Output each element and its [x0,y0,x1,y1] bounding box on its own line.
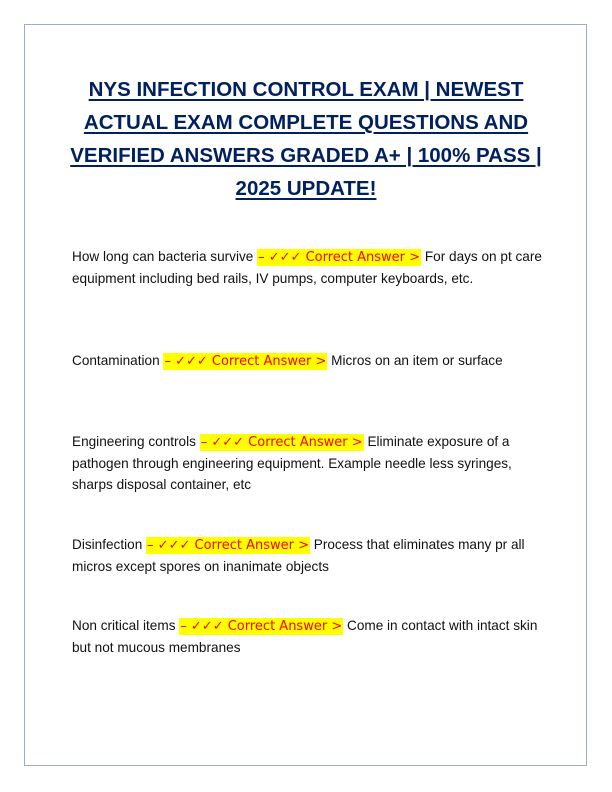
question-text: Contamination [72,353,160,368]
question-text: Disinfection [72,537,143,552]
qa-item [72,431,542,495]
qa-item [72,246,542,289]
qa-item [72,350,542,372]
answer-text: Eliminate exposure of a pathogen through engineering equipment. Example needle less syringes, sharps disposal container, etc [72,434,512,492]
question-text: Non critical items [72,618,176,633]
correct-answer-marker: – ✓✓✓ Correct Answer > [200,435,363,450]
answer-text: Process that eliminates many pr all micros except spores on inanimate objects [72,537,525,574]
document-title: NYS INFECTION CONTROL EXAM | NEWEST ACTUAL EXAM COMPLETE QUESTIONS AND VERIFIED ANSWERS GRADED A+ | 100% PASS | 2025 UPDATE! [70,78,542,200]
qa-item [72,534,542,577]
question-text: How long can bacteria survive [72,249,254,264]
correct-answer-marker: – ✓✓✓ Correct Answer > [147,538,309,553]
answer-text: Come in contact with intact skin but not mucous membranes [72,618,538,655]
answer-text: Micros on an item or surface [331,353,503,368]
correct-answer-marker: – ✓✓✓ Correct Answer > [180,619,343,634]
answer-text: For days on pt care equipment including bed rails, IV pumps, computer keyboards, etc. [72,249,542,286]
correct-answer-marker: – ✓✓✓ Correct Answer > [258,250,421,265]
qa-item [72,615,542,658]
question-text: Engineering controls [72,434,196,449]
correct-answer-marker: – ✓✓✓ Correct Answer > [164,354,327,369]
